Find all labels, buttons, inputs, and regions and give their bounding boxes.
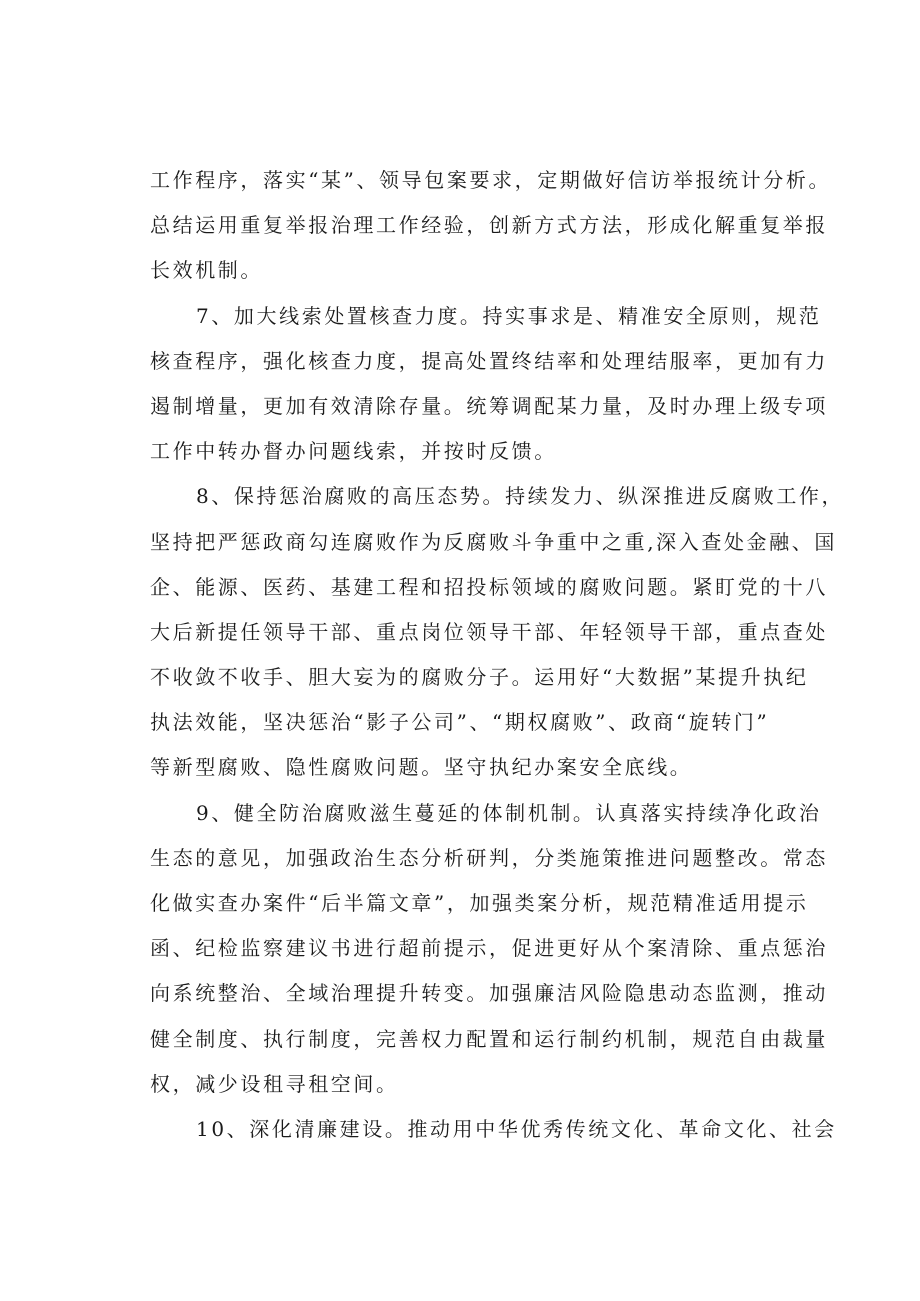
text-line: 化做实查办案件“后半篇文章”，加强类案分析，规范精准适用提示 <box>150 891 809 915</box>
document-body <box>150 158 845 1152</box>
text-line: 向系统整治、全域治理提升转变。加强廉洁风险隐患动态监测，推动 <box>150 981 828 1006</box>
text-line: 10、深化清廉建设。推动用中华优秀传统文化、革命文化、社会 <box>196 1116 837 1141</box>
text-line: 核查程序，强化核查力度，提高处置终结率和处理结服率，更加有力 <box>150 348 828 373</box>
text-line: 8、保持惩治腐败的高压态势。持续发力、纵深推进反腐败工作， <box>196 484 845 509</box>
paragraph-item-10 <box>150 1107 837 1152</box>
text-line: 企、能源、医药、基建工程和招投标领域的腐败问题。紧盯党的十八 <box>150 574 828 599</box>
paragraph-item-8 <box>150 474 845 790</box>
text-line: 执法效能，坚决惩治“影子公司”、“期权腐败”、政商“旋转门” <box>150 710 770 735</box>
text-line: 总结运用重复举报治理工作经验，创新方式方法，形成化解重复举报 <box>150 213 828 238</box>
text-line: 权，减少设租寻租空间。 <box>150 1071 399 1096</box>
text-line: 7、加大线索处置核查力度。持实事求是、精准安全原则，规范 <box>196 303 822 328</box>
text-line: 生态的意见，加强政治生态分析研判，分类施策推进问题整改。常态 <box>150 845 828 870</box>
text-line: 长效机制。 <box>150 258 263 283</box>
text-line: 坚持把严惩政商勾连腐败作为反腐败斗争重中之重,深入查处金融、国 <box>150 529 837 554</box>
paragraph-item-7 <box>150 294 828 475</box>
text-line: 等新型腐败、隐性腐败问题。坚守执纪办案安全底线。 <box>150 755 693 780</box>
text-line: 大后新提任领导干部、重点岗位领导干部、年轻领导干部，重点查处 <box>150 619 828 644</box>
text-line: 遏制增量，更加有效清除存量。统筹调配某力量，及时办理上级专项 <box>150 393 828 418</box>
text-line: 工作程序，落实“某”、领导包案要求，定期做好信访举报统计分析。 <box>150 168 832 192</box>
text-line: 不收敛不收手、胆大妄为的腐败分子。运用好“大数据”某提升执纪 <box>150 665 809 690</box>
text-line: 9、健全防治腐败滋生蔓延的体制机制。认真落实持续净化政治 <box>196 800 822 825</box>
text-line: 工作中转办督办问题线索，并按时反馈。 <box>150 439 557 464</box>
paragraph-continuation <box>150 158 832 294</box>
paragraph-item-9 <box>150 791 828 1107</box>
text-line: 函、纪检监察建议书进行超前提示，促进更好从个案清除、重点惩治 <box>150 936 828 961</box>
text-line: 健全制度、执行制度，完善权力配置和运行制约机制，规范自由裁量 <box>150 1026 828 1051</box>
